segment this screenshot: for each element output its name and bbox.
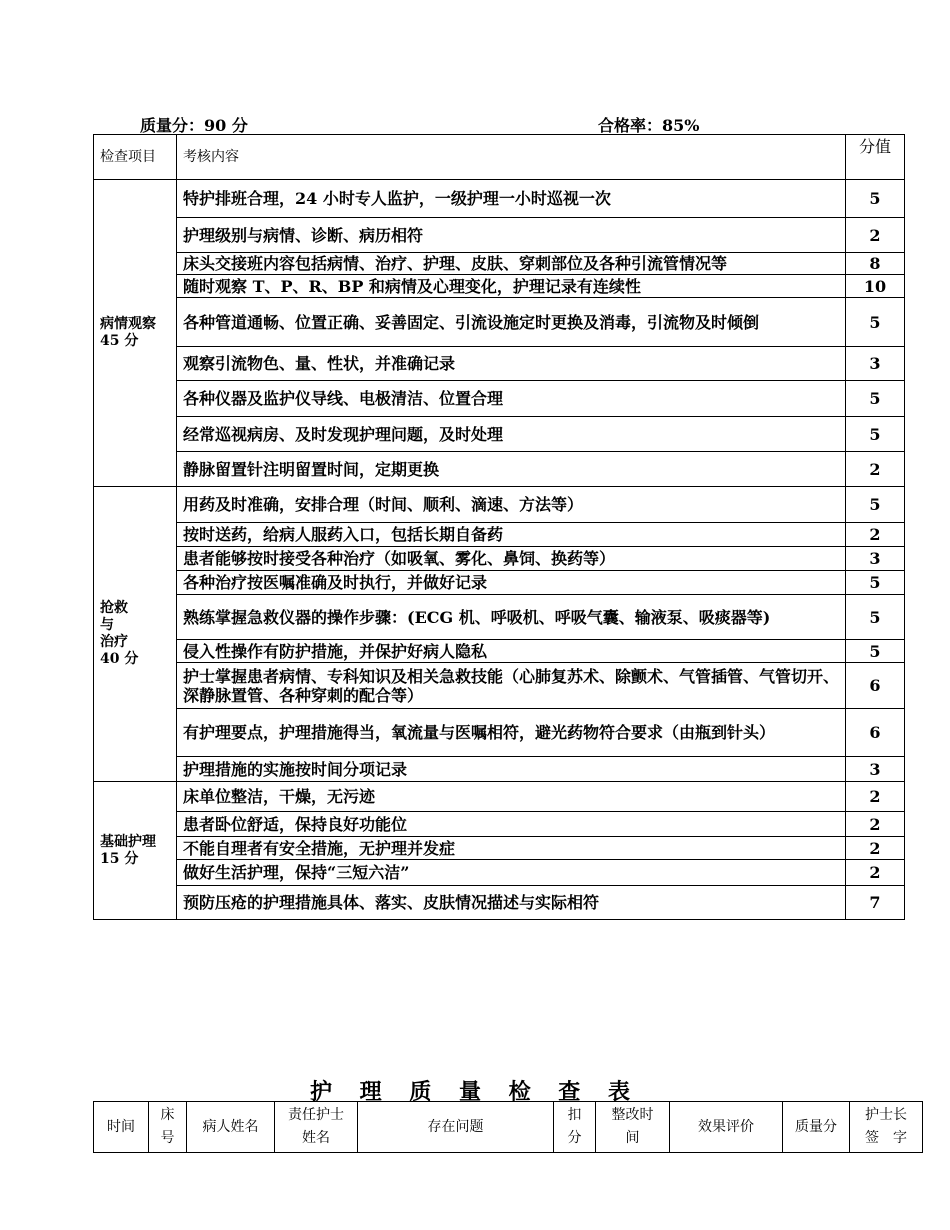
- inspection-form-table: [93, 1101, 923, 1153]
- criterion-score: 2: [846, 452, 905, 487]
- criterion-text: 观察引流物色、量、性状，并准确记录: [177, 347, 846, 381]
- table-row: [94, 663, 905, 709]
- criterion-score: 3: [846, 757, 905, 782]
- criterion-text: 熟练掌握急救仪器的操作步骤：(ECG 机、呼吸机、呼吸气囊、输液泵、吸痰器等): [177, 595, 846, 640]
- criterion-text: 特护排班合理，24 小时专人监护，一级护理一小时巡视一次: [177, 180, 846, 218]
- criterion-text: 有护理要点，护理措施得当，氧流量与医嘱相符，避光药物符合要求（由瓶到针头）: [177, 709, 846, 757]
- criterion-score: 5: [846, 417, 905, 452]
- criterion-score: 2: [846, 837, 905, 860]
- criterion-text: 不能自理者有安全措施，无护理并发症: [177, 837, 846, 860]
- col-bed-number: 床 号: [149, 1102, 187, 1153]
- table-row: [94, 837, 905, 860]
- pass-rate-label: 合格率：85%: [598, 116, 700, 135]
- category-basic-care: 基础护理 15 分: [94, 782, 177, 920]
- table-row: [94, 298, 905, 347]
- form-header-row: [94, 1102, 923, 1153]
- col-time: 时间: [94, 1102, 149, 1153]
- table-row: [94, 347, 905, 381]
- header-content: 考核内容: [177, 135, 846, 180]
- assessment-table: [93, 134, 905, 920]
- criterion-text: 患者能够按时接受各种治疗（如吸氧、雾化、鼻饲、换药等）: [177, 547, 846, 571]
- table-row: [94, 571, 905, 595]
- col-issues: 存在问题: [358, 1102, 554, 1153]
- table-row: [94, 782, 905, 812]
- table-row: [94, 417, 905, 452]
- table-row: [94, 709, 905, 757]
- criterion-score: 7: [846, 886, 905, 920]
- criterion-score: 2: [846, 218, 905, 253]
- header-check-item: 检查项目: [94, 135, 177, 180]
- criterion-score: 5: [846, 595, 905, 640]
- col-deduction: 扣 分: [554, 1102, 596, 1153]
- criterion-text: 各种治疗按医嘱准确及时执行，并做好记录: [177, 571, 846, 595]
- table-row: [94, 860, 905, 886]
- criterion-text: 护士掌握患者病情、专科知识及相关急救技能（心肺复苏术、除颤术、气管插管、气管切开、深静脉置管、各种穿刺的配合等）: [177, 663, 846, 709]
- col-patient-name: 病人姓名: [187, 1102, 275, 1153]
- criterion-score: 6: [846, 709, 905, 757]
- criterion-text: 随时观察 T、P、R、BP 和病情及心理变化，护理记录有连续性: [177, 275, 846, 298]
- criterion-text: 预防压疮的护理措施具体、落实、皮肤情况描述与实际相符: [177, 886, 846, 920]
- criterion-score: 8: [846, 253, 905, 275]
- criterion-text: 做好生活护理，保持“三短六洁”: [177, 860, 846, 886]
- header-score: 分值: [846, 135, 905, 180]
- table-row: [94, 275, 905, 298]
- criterion-score: 2: [846, 782, 905, 812]
- criterion-text: 各种管道通畅、位置正确、妥善固定、引流设施定时更换及消毒，引流物及时倾倒: [177, 298, 846, 347]
- criterion-text: 用药及时准确，安排合理（时间、顺利、滴速、方法等）: [177, 487, 846, 523]
- criterion-score: 5: [846, 487, 905, 523]
- criterion-score: 5: [846, 298, 905, 347]
- table-row: [94, 180, 905, 218]
- table-row: [94, 452, 905, 487]
- criterion-score: 10: [846, 275, 905, 298]
- table-row: [94, 595, 905, 640]
- quality-score-label: 质量分：90 分: [140, 116, 248, 135]
- table-row: [94, 547, 905, 571]
- category-rescue-treatment: 抢救 与 治疗 40 分: [94, 487, 177, 782]
- col-rectify-time: 整改时 间: [596, 1102, 670, 1153]
- table-row: [94, 886, 905, 920]
- form-title: 护 理 质 量 检 查 表: [310, 1079, 640, 1105]
- criterion-score: 5: [846, 180, 905, 218]
- table-row: [94, 218, 905, 253]
- criterion-text: 各种仪器及监护仪导线、电极清洁、位置合理: [177, 381, 846, 417]
- criterion-text: 侵入性操作有防护措施，并保护好病人隐私: [177, 640, 846, 663]
- criterion-score: 3: [846, 347, 905, 381]
- criterion-score: 6: [846, 663, 905, 709]
- table-row: [94, 812, 905, 837]
- table-row: [94, 253, 905, 275]
- criterion-text: 护理级别与病情、诊断、病历相符: [177, 218, 846, 253]
- criterion-text: 护理措施的实施按时间分项记录: [177, 757, 846, 782]
- criterion-text: 床单位整洁，干燥，无污迹: [177, 782, 846, 812]
- category-observation: 病情观察 45 分: [94, 180, 177, 487]
- criterion-text: 经常巡视病房、及时发现护理问题，及时处理: [177, 417, 846, 452]
- criterion-score: 5: [846, 640, 905, 663]
- col-quality-score: 质量分: [783, 1102, 850, 1153]
- table-row: [94, 640, 905, 663]
- criterion-text: 按时送药，给病人服药入口，包括长期自备药: [177, 523, 846, 547]
- criterion-score: 2: [846, 523, 905, 547]
- table-row: [94, 487, 905, 523]
- criterion-text: 静脉留置针注明留置时间，定期更换: [177, 452, 846, 487]
- table-row: [94, 381, 905, 417]
- table-row: [94, 757, 905, 782]
- table-row: [94, 523, 905, 547]
- criterion-text: 患者卧位舒适，保持良好功能位: [177, 812, 846, 837]
- table-header-row: [94, 135, 905, 180]
- col-head-nurse-signature: 护士长 签 字: [850, 1102, 923, 1153]
- criterion-text: 床头交接班内容包括病情、治疗、护理、皮肤、穿刺部位及各种引流管情况等: [177, 253, 846, 275]
- criterion-score: 2: [846, 812, 905, 837]
- criterion-score: 2: [846, 860, 905, 886]
- col-effect-evaluation: 效果评价: [670, 1102, 783, 1153]
- criterion-score: 5: [846, 571, 905, 595]
- col-nurse-name: 责任护士 姓名: [275, 1102, 358, 1153]
- criterion-score: 3: [846, 547, 905, 571]
- criterion-score: 5: [846, 381, 905, 417]
